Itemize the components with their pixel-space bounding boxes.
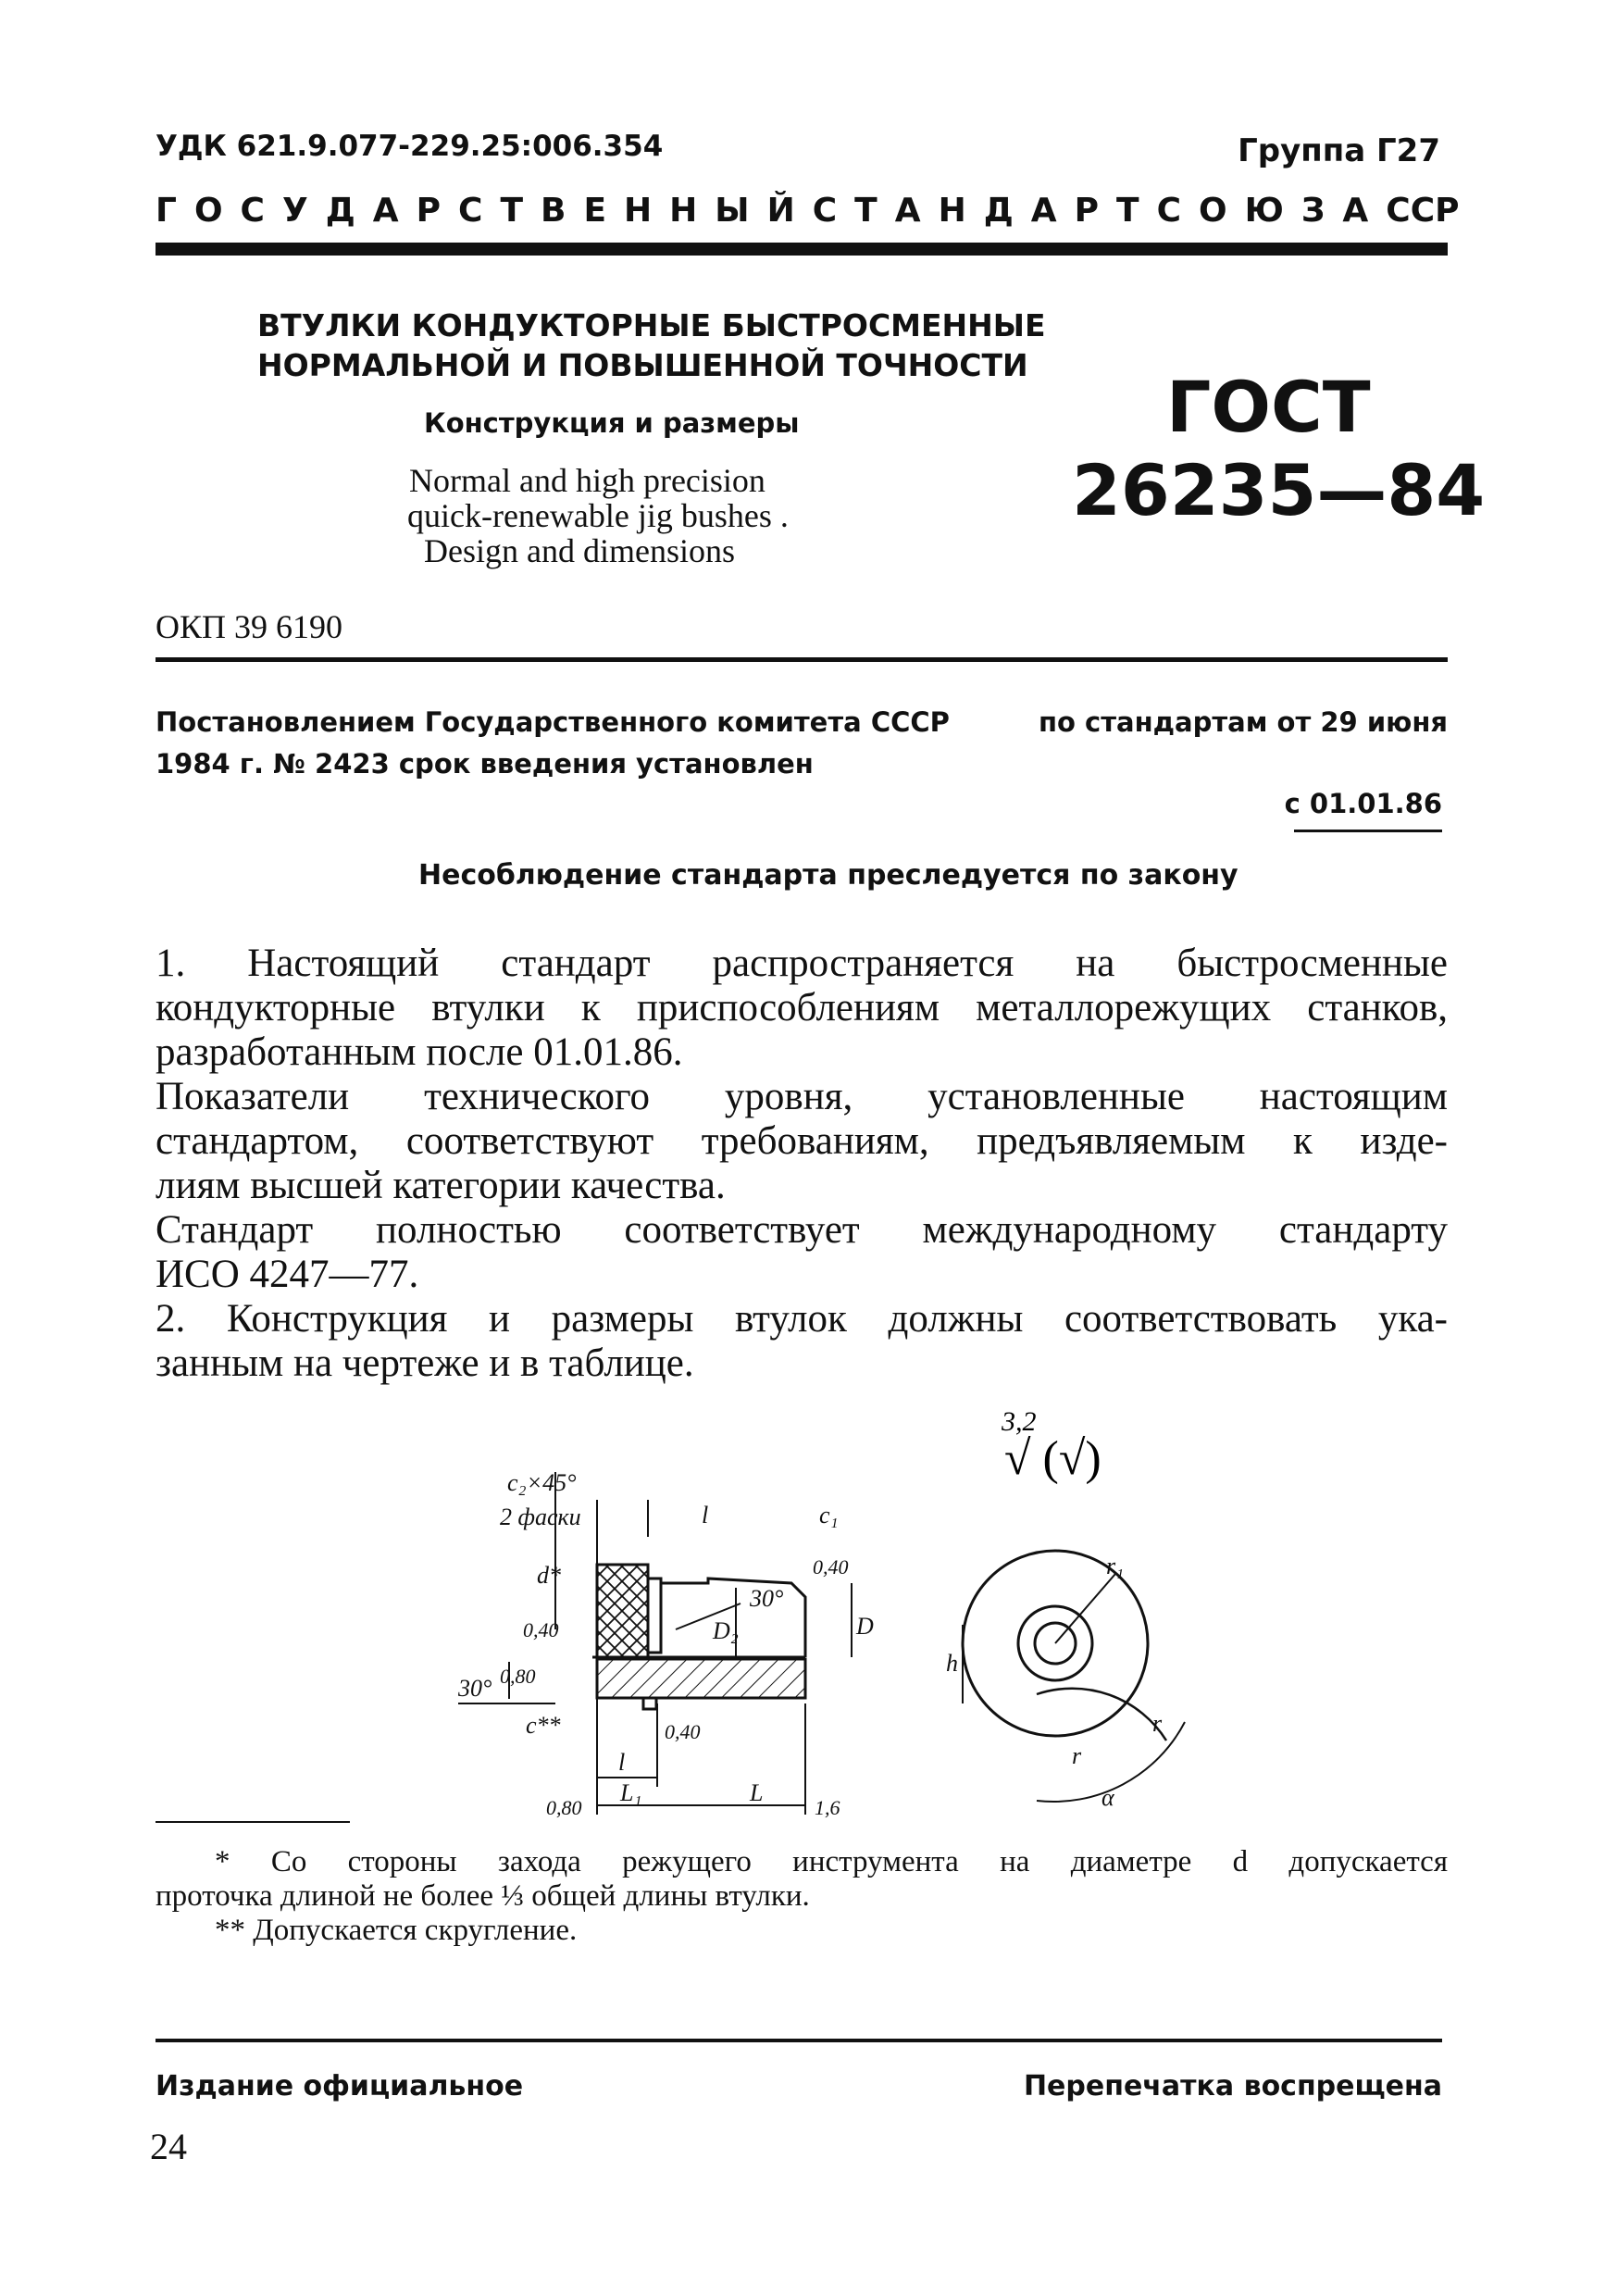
roughness-value: 3,2 bbox=[1002, 1406, 1037, 1437]
banner-word-1: ГОСУДАРСТВЕННЫЙ bbox=[156, 192, 813, 230]
title-en-line3: Design and dimensions bbox=[424, 532, 735, 569]
label-angle-30-left: 30° bbox=[458, 1675, 492, 1702]
roughness-symbol: √ (√) bbox=[1004, 1432, 1101, 1485]
decree-date: с 01.01.86 bbox=[1284, 788, 1442, 819]
label-c1: c₁ bbox=[819, 1502, 839, 1529]
label-chamfers: 2 фаски bbox=[500, 1504, 581, 1530]
title-ru-subtitle: Конструкция и размеры bbox=[424, 407, 800, 439]
label-h: h bbox=[946, 1650, 958, 1677]
knurled-head bbox=[597, 1565, 648, 1657]
footer-reprint-prohibited: Перепечатка воспрещена bbox=[1023, 2070, 1442, 2103]
label-l-bottom: l bbox=[618, 1749, 626, 1776]
body-p1-l3: разработанным после 01.01.86. bbox=[156, 1030, 683, 1074]
label-r1: r₁ bbox=[1106, 1553, 1125, 1579]
cutout-arc bbox=[1037, 1689, 1166, 1741]
body-p4-l2: занным на чертеже и в таблице. bbox=[156, 1341, 694, 1385]
standard-banner bbox=[156, 192, 1460, 230]
body-p1-l1: 1. Настоящий стандарт распространяется на быстросменные bbox=[156, 942, 1448, 985]
footer-rule bbox=[156, 2039, 1442, 2042]
label-r-b: r bbox=[1152, 1710, 1163, 1737]
gost-number: 26235—84 bbox=[1072, 449, 1486, 531]
label-0-40-left: 0,40 bbox=[523, 1618, 559, 1641]
body-p2-l2: стандартом, соответствуют требованиям, предъявляемым к изде- bbox=[156, 1119, 1448, 1163]
title-ru-line2: НОРМАЛЬНОЙ И ПОВЫШЕННОЙ ТОЧНОСТИ bbox=[257, 347, 1028, 383]
decree-line2: 1984 г. № 2423 срок введения установлен bbox=[156, 748, 814, 780]
label-0-40-bottom: 0,40 bbox=[665, 1720, 701, 1743]
title-en-line1: Normal and high precision bbox=[409, 462, 765, 499]
bush-technical-drawing bbox=[370, 1389, 1481, 1852]
footnote-rule bbox=[156, 1821, 350, 1823]
page-number: 24 bbox=[150, 2126, 187, 2167]
label-L1: L₁ bbox=[620, 1779, 642, 1806]
footer-official-edition: Издание официальное bbox=[156, 2070, 524, 2103]
body-p2-l3: лиям высшей категории качества. bbox=[156, 1164, 726, 1207]
gost-label: ГОСТ bbox=[1166, 366, 1371, 448]
date-underline bbox=[1294, 830, 1442, 832]
label-D2: D₂ bbox=[713, 1617, 739, 1644]
okp-rule bbox=[156, 657, 1448, 662]
footnote-1-line1: * Со стороны захода режущего инструмента на диаметре d допускается bbox=[215, 1845, 1448, 1878]
warning-text: Несоблюдение стандарта преследуется по закону bbox=[418, 859, 1238, 892]
label-l-top: l bbox=[702, 1502, 709, 1529]
body-p3-l1: Стандарт полностью соответствует международному стандарту bbox=[156, 1208, 1448, 1252]
label-r-a: r bbox=[1072, 1742, 1082, 1769]
label-d-star: d* bbox=[537, 1562, 561, 1589]
label-0-40-top: 0,40 bbox=[813, 1555, 849, 1578]
body-p2-l1: Показатели технического уровня, установленные настоящим bbox=[156, 1075, 1448, 1118]
label-alpha: α bbox=[1101, 1784, 1114, 1811]
relief-groove bbox=[643, 1698, 656, 1709]
footnote-1-line2: проточка длиной не более ⅓ общей длины втулки. bbox=[156, 1879, 810, 1913]
label-c-star: c** bbox=[526, 1712, 561, 1739]
label-D: D bbox=[856, 1613, 874, 1640]
footnote-2: ** Допускается скругление. bbox=[215, 1914, 578, 1947]
okp-code: ОКП 39 6190 bbox=[156, 608, 343, 645]
banner-word-3: СОЮЗА bbox=[1156, 192, 1387, 230]
label-c2: c₂×45° bbox=[507, 1469, 577, 1496]
head-neck bbox=[648, 1578, 661, 1653]
title-ru-line1: ВТУЛКИ КОНДУКТОРНЫЕ БЫСТРОСМЕННЫЕ bbox=[257, 307, 1046, 343]
label-0-80-left: 0,80 bbox=[500, 1665, 536, 1688]
banner-word-2: СТАНДАРТ bbox=[812, 192, 1157, 230]
hatched-wall bbox=[597, 1659, 805, 1698]
roughness-mark bbox=[1001, 1406, 1101, 1485]
title-en-line2: quick-renewable jig bushes . bbox=[407, 497, 789, 534]
body-p4-l1: 2. Конструкция и размеры втулок должны соответствовать ука- bbox=[156, 1297, 1448, 1341]
decree-line1-left: Постановлением Государственного комитета СССР bbox=[156, 706, 950, 738]
label-0-80-bottom: 0,80 bbox=[546, 1796, 582, 1819]
udk-code: УДК 621.9.077-229.25:006.354 bbox=[156, 130, 664, 163]
banner-word-4: ССР bbox=[1386, 192, 1460, 230]
drawing-labels bbox=[457, 1469, 874, 1819]
label-L: L bbox=[750, 1779, 764, 1806]
label-angle-30-top: 30° bbox=[750, 1585, 784, 1612]
body-p3-l2: ИСО 4247—77. bbox=[156, 1253, 419, 1296]
label-1-6: 1,6 bbox=[815, 1796, 840, 1819]
header-thick-rule bbox=[156, 243, 1448, 256]
body-p1-l2: кондукторные втулки к приспособлениям металлорежущих станков, bbox=[156, 986, 1448, 1029]
decree-line1-right: по стандартам от 29 июня bbox=[1038, 706, 1448, 738]
group-code: Группа Г27 bbox=[1238, 132, 1440, 169]
